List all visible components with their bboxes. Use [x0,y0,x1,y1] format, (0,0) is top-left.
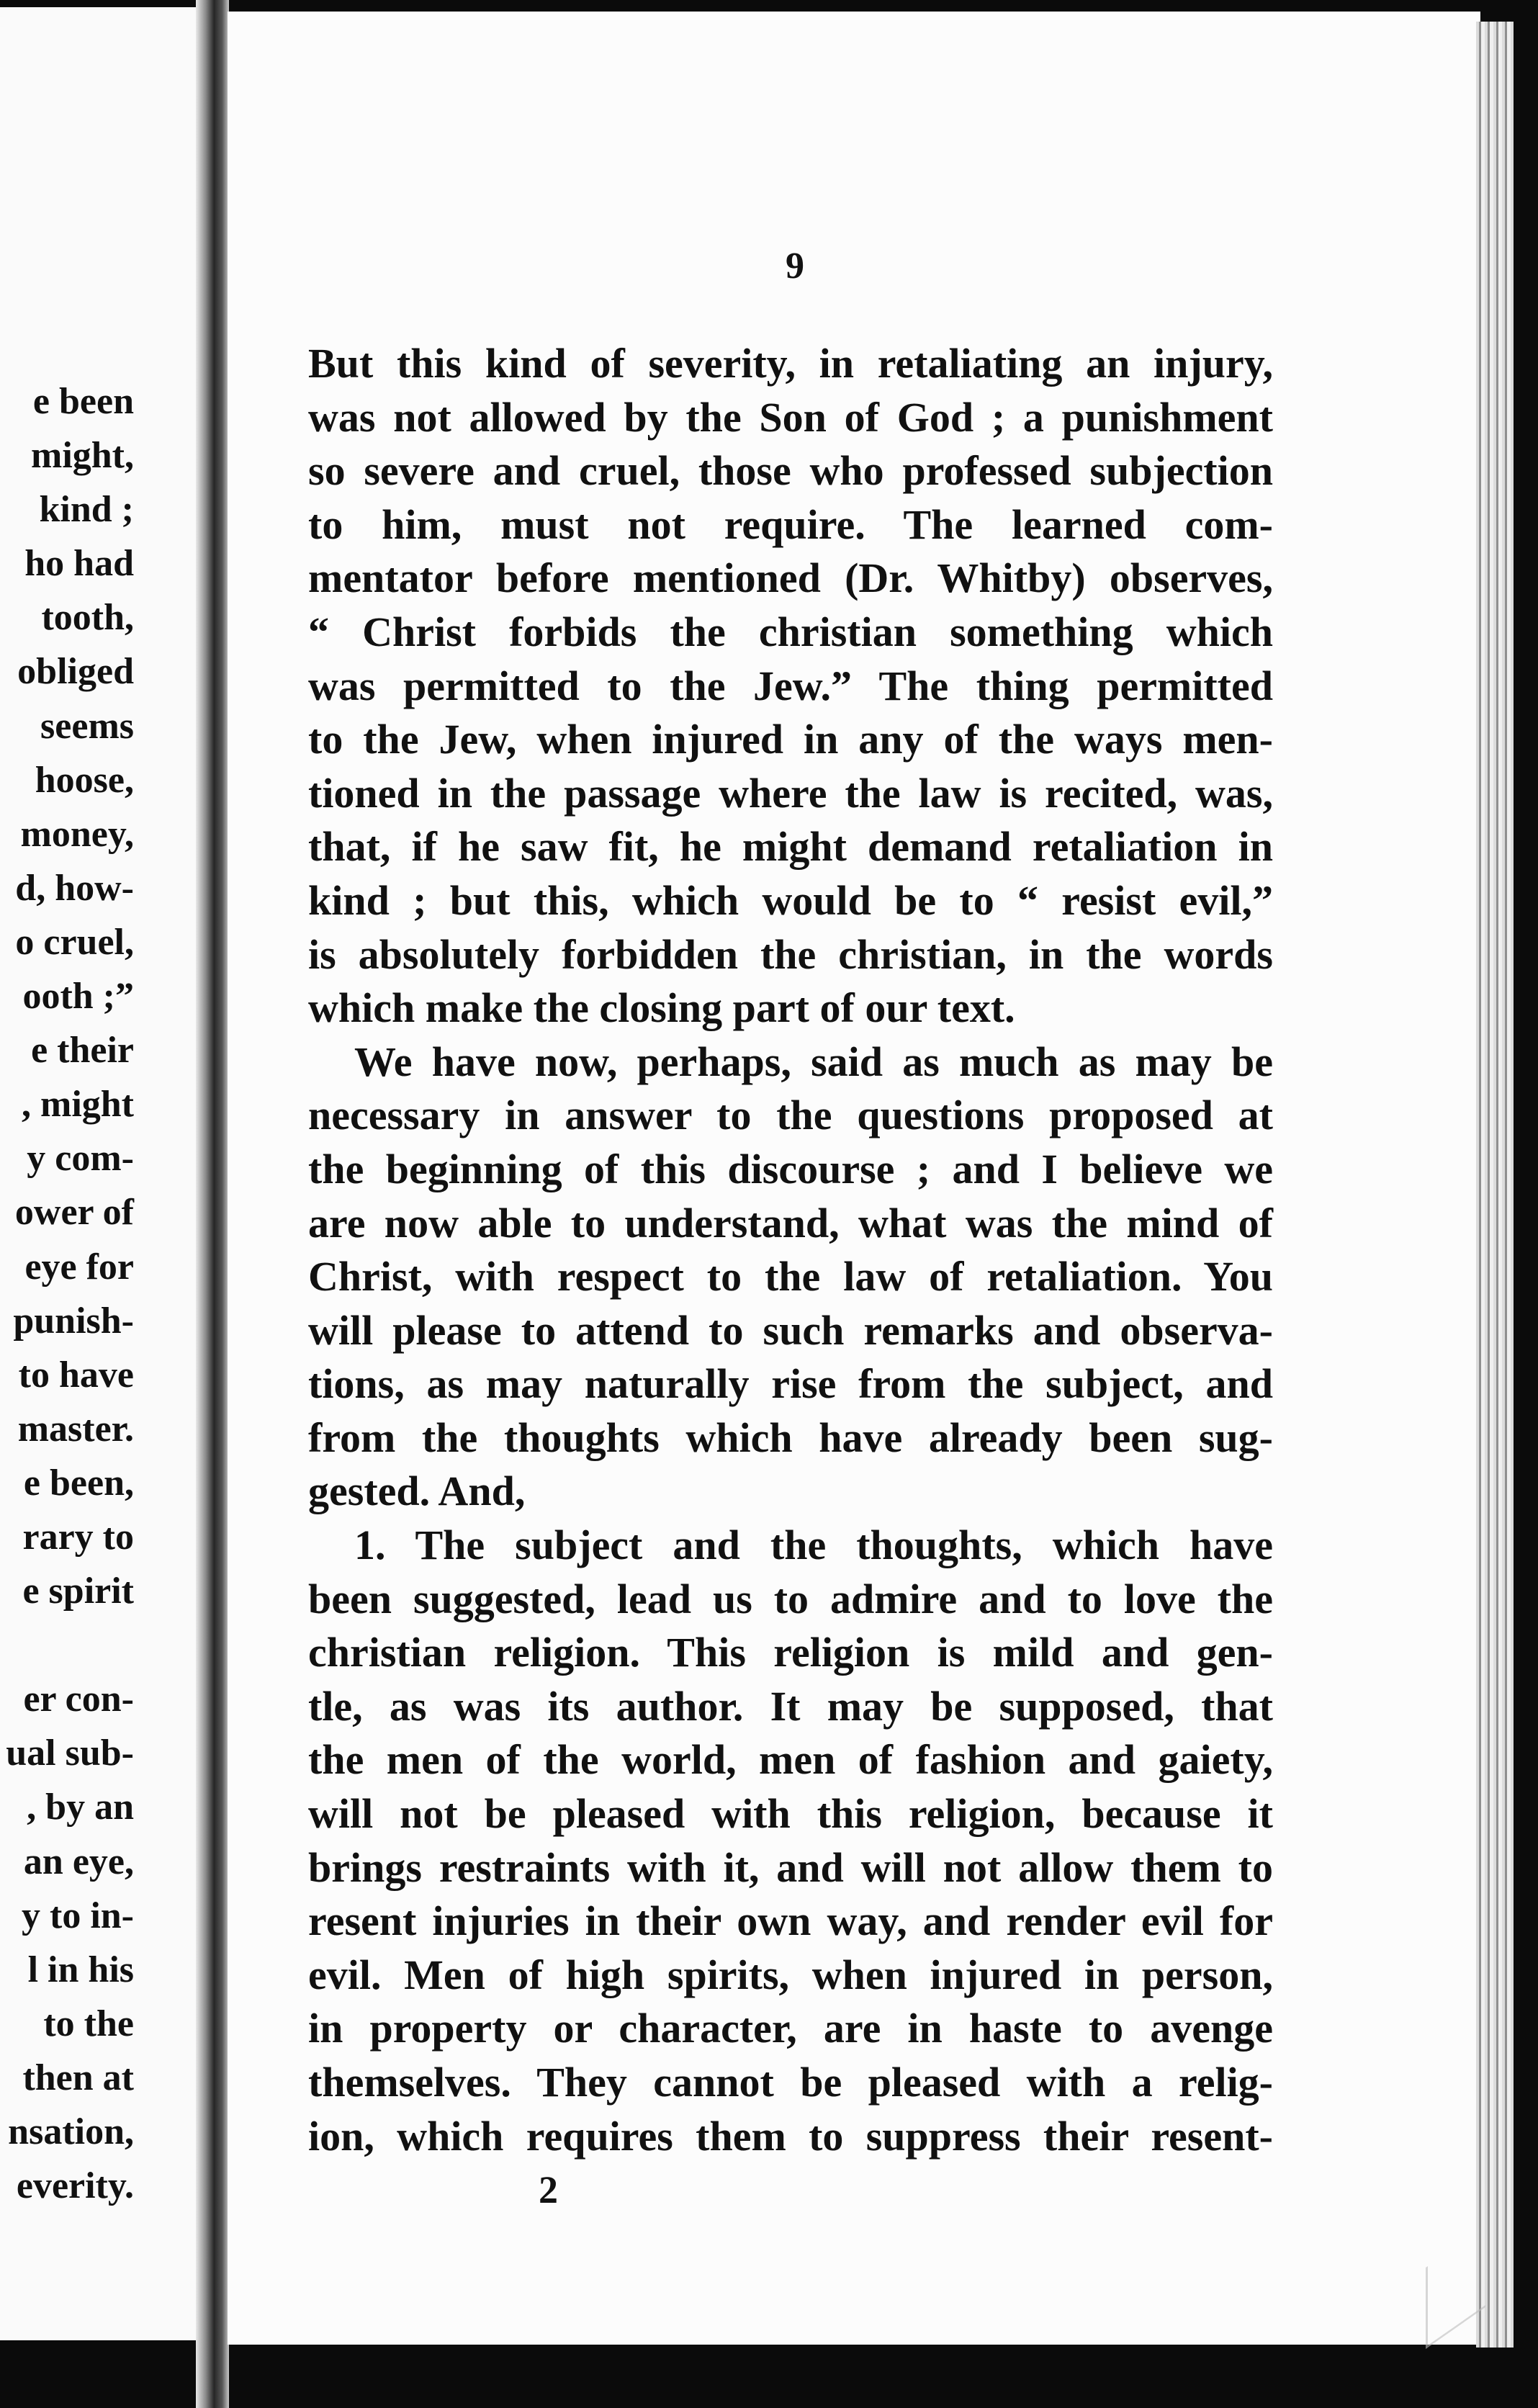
text-line: brings restraints with it, and will not allow them to [308,1843,1273,1891]
text-line: from the thoughts which have already been sug- [308,1414,1273,1461]
left-page-line: might, [31,435,134,477]
left-page-line: then at [22,2057,134,2098]
text-line: necessary in answer to the questions proposed at [308,1092,1273,1139]
text-line: ion, which requires them to suppress their resent- [308,2112,1273,2160]
left-page [0,7,203,2340]
text-line: We have now, perhaps, said as much as may be [354,1038,1273,1085]
left-page-line: , might [22,1084,134,1126]
text-line: kind ; but this, which would be to “ resist evil,” [308,876,1273,924]
left-page-line: o cruel, [15,921,134,963]
left-page-line [0,1618,134,1672]
left-page-line: e their [31,1030,134,1072]
left-page-line: d, how- [15,867,134,909]
left-page-line: punish- [13,1300,134,1342]
left-page-text-fragments [0,374,134,2213]
text-line: 1. The subject and the thoughts, which have [354,1522,1273,1569]
text-line: mentator before mentioned (Dr. Whitby) observes, [308,554,1273,602]
text-line: tioned in the passage where the law is recited, was, [308,769,1273,817]
text-line: been suggested, lead us to admire and to love the [308,1575,1273,1622]
text-line: evil. Men of high spirits, when injured in person, [308,1951,1273,1998]
text-line: in property or character, are in haste to avenge [308,2005,1273,2052]
left-page-line: y to in- [22,1895,134,1936]
signature-mark: 2 [539,2168,558,2211]
text-line: tle, as was its author. It may be supposed, that [308,1682,1273,1730]
left-page-line: e been, [23,1462,134,1504]
text-line: Christ, with respect to the law of retaliation. You [308,1253,1273,1300]
left-page-line: tooth, [41,597,134,639]
left-page-line: ho had [24,543,134,585]
text-line: are now able to understand, what was the mind of [308,1199,1273,1246]
left-page-line: ower of [14,1192,134,1234]
text-line: will please to attend to such remarks and observa- [308,1306,1273,1354]
text-line: to him, must not require. The learned com- [308,500,1273,548]
left-page-line: e been [32,381,134,422]
left-page-line: an eye, [23,1841,134,1882]
text-line: was not allowed by the Son of God ; a punishment [308,393,1273,441]
text-line: christian religion. This religion is mild and gen- [308,1629,1273,1676]
page-number: 9 [786,246,804,287]
left-page-line: , by an [27,1787,134,1828]
page-edges [1476,22,1514,2348]
left-page-line: master. [17,1408,134,1450]
left-page-line: er con- [23,1679,134,1720]
left-page-line: rary to [22,1516,134,1558]
text-line: that, if he saw fit, he might demand retaliation in [308,823,1273,871]
left-page-line: everity. [16,2165,134,2207]
text-line: themselves. They cannot be pleased with a relig- [308,2059,1273,2106]
left-page-line: y com- [27,1138,134,1180]
left-page-line: nsation, [8,2111,134,2152]
text-line: the beginning of this discourse ; and I believe we [308,1145,1273,1192]
text-line: which make the closing part of our text. [308,984,1015,1032]
left-page-line: to have [18,1354,134,1396]
text-line: to the Jew, when injured in any of the ways men- [308,716,1273,763]
left-page-line: ual sub- [6,1733,134,1774]
text-line: is absolutely forbidden the christian, in the words [308,930,1273,978]
body-text [308,337,1273,2163]
left-page-line: to the [43,2003,134,2044]
left-page-line: ooth ;” [22,976,134,1017]
left-page-line: e spirit [22,1571,134,1612]
text-line: gested. And, [308,1468,526,1515]
text-line: But this kind of severity, in retaliating an injury, [308,340,1273,387]
text-line: tions, as may naturally rise from the subject, and [308,1360,1273,1408]
left-page-line: kind ; [39,489,134,531]
left-page-line: eye for [24,1246,134,1288]
text-line: “ Christ forbids the christian something which [308,608,1273,655]
left-page-line: l in his [27,1949,134,1990]
left-page-line: hoose, [35,759,134,801]
book-gutter [196,0,229,2408]
text-line: the men of the world, men of fashion and gaiety, [308,1736,1273,1784]
left-page-line: seems [40,705,134,747]
text-line: was permitted to the Jew.” The thing permitted [308,662,1273,709]
text-line: will not be pleased with this religion, because it [308,1790,1273,1838]
left-page-line: obliged [17,651,134,693]
left-page-line: money, [20,813,134,855]
text-line: so severe and cruel, those who professed subjection [308,447,1273,495]
text-line: resent injuries in their own way, and render evil for [308,1897,1273,1945]
